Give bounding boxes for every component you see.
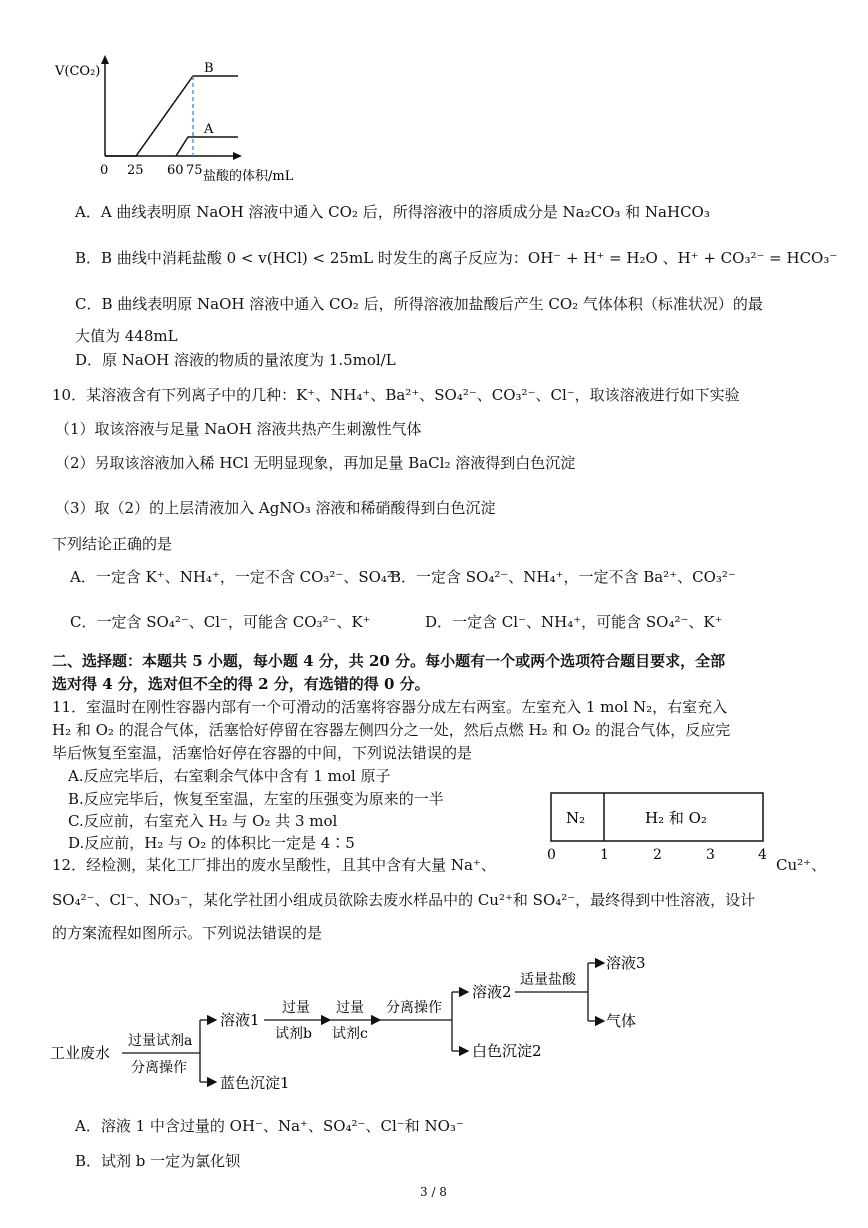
flow-gas: 气体 <box>606 1012 637 1030</box>
section-2-header-line-1: 二、选择题：本题共 5 小题，每小题 4 分，共 20 分。每小题有一个或两个选项符合题目要求，全部 <box>52 652 726 670</box>
q11-option-d: D.反应前，H₂ 与 O₂ 的体积比一定是 4∶5 <box>68 834 355 852</box>
scale-3: 3 <box>706 847 715 863</box>
treatment-flowchart <box>50 945 690 1105</box>
q10-stem: 10．某溶液含有下列离子中的几种：K⁺、NH₄⁺、Ba²⁺、SO₄²⁻、CO₃²⁻、Cl⁻，取该溶液进行如下实验 <box>52 386 740 404</box>
scale-2: 2 <box>653 847 662 863</box>
q10-option-c: C．一定含 SO₄²⁻、Cl⁻，可能含 CO₃²⁻、K⁺ <box>70 613 371 631</box>
flow-step3-reagent-c: 试剂c <box>332 1026 368 1042</box>
flow-blue-precipitate-1: 蓝色沉淀1 <box>220 1074 290 1092</box>
graph-x-label: 盐酸的体积/mL <box>203 169 294 184</box>
q11-option-c: C.反应前，右室充入 H₂ 与 O₂ 共 3 mol <box>68 812 338 830</box>
flow-step2-reagent-b: 试剂b <box>275 1026 312 1042</box>
flow-white-precipitate-2: 白色沉淀2 <box>472 1042 542 1060</box>
page-number: 3 / 8 <box>420 1185 447 1199</box>
q10-step-3: （3）取（2）的上层清液加入 AgNO₃ 溶液和稀硝酸得到白色沉淀 <box>55 499 496 517</box>
curve-a-label: A <box>204 122 214 137</box>
q9-option-d: D．原 NaOH 溶液的物质的量浓度为 1.5mol/L <box>75 351 396 369</box>
piston-container-diagram <box>540 790 780 870</box>
q12-stem-line-1-end: Cu²⁺、 <box>776 856 827 874</box>
graph-x-arrow <box>233 152 242 160</box>
flow-step4-operation: 分离操作 <box>386 1000 442 1016</box>
section-2-header-line-2: 选对得 4 分，选对但不全的得 2 分，有选错的得 0 分。 <box>52 675 430 693</box>
flow-step5-hcl: 适量盐酸 <box>520 972 576 988</box>
tick-0: 0 <box>100 163 109 178</box>
q11-option-b: B.反应完毕后，恢复至室温，左室的压强变为原来的一半 <box>68 790 444 808</box>
q11-stem-line-1: 11．室温时在刚性容器内部有一个可滑动的活塞将容器分成左右两室。左室充入 1 mol N₂，右室充入 <box>52 698 728 716</box>
flow-solution-2: 溶液2 <box>472 983 512 1001</box>
tick-25: 25 <box>127 163 144 178</box>
flow-step1-reagent: 过量试剂a <box>128 1033 193 1049</box>
q12-option-a: A．溶液 1 中含过量的 OH⁻、Na⁺、SO₄²⁻、Cl⁻和 NO₃⁻ <box>75 1117 464 1135</box>
flow-step2-top: 过量 <box>282 1000 310 1016</box>
q10-prompt: 下列结论正确的是 <box>52 535 173 553</box>
q9-option-b: B．B 曲线中消耗盐酸 0 < v(HCl) < 25mL 时发生的离子反应为：OH⁻ + H⁺ = H₂O 、H⁺ + CO₃²⁻ = HCO₃⁻ <box>75 249 838 267</box>
flow-step3-top: 过量 <box>336 1000 364 1016</box>
q12-stem-line-2: SO₄²⁻、Cl⁻、NO₃⁻，某化学社团小组成员欲除去废水样品中的 Cu²⁺和 SO₄²⁻，最终得到中性溶液，设计 <box>52 891 756 909</box>
flow-start-wastewater: 工业废水 <box>50 1044 111 1062</box>
q9-option-a: A．A 曲线表明原 NaOH 溶液中通入 CO₂ 后，所得溶液中的溶质成分是 Na₂CO₃ 和 NaHCO₃ <box>75 203 710 221</box>
q10-option-a: A．一定含 K⁺、NH₄⁺，一定不含 CO₃²⁻、SO₄²⁻ <box>70 568 401 586</box>
q11-stem-line-3: 毕后恢复至室温，活塞恰好停在容器的中间，下列说法错误的是 <box>52 744 473 762</box>
curve-b-label: B <box>204 61 214 76</box>
scale-0: 0 <box>547 847 556 863</box>
right-chamber-label: H₂ 和 O₂ <box>645 809 707 827</box>
q10-option-b: B．一定含 SO₄²⁻、NH₄⁺，一定不含 Ba²⁺、CO₃²⁻ <box>390 568 736 586</box>
q11-stem-line-2: H₂ 和 O₂ 的混合气体，活塞恰好停留在容器左侧四分之一处，然后点燃 H₂ 和 O₂ 的混合气体，反应完 <box>52 721 731 739</box>
q10-step-1: （1）取该溶液与足量 NaOH 溶液共热产生刺激性气体 <box>55 420 422 438</box>
q10-step-2: （2）另取该溶液加入稀 HCl 无明显现象，再加足量 BaCl₂ 溶液得到白色沉淀 <box>55 454 576 472</box>
flow-solution-3: 溶液3 <box>606 954 646 972</box>
q12-stem-line-3: 的方案流程如图所示。下列说法错误的是 <box>52 924 323 942</box>
q9-option-c: C．B 曲线表明原 NaOH 溶液中通入 CO₂ 后，所得溶液加盐酸后产生 CO₂ 气体体积（标准状况）的最 <box>75 295 763 313</box>
flow-step1-operation: 分离操作 <box>131 1060 187 1076</box>
tick-60: 60 <box>167 163 184 178</box>
graph-y-arrow <box>101 55 109 64</box>
left-chamber-label: N₂ <box>566 809 586 827</box>
scale-4: 4 <box>758 847 767 863</box>
graph-y-label: V(CO₂) <box>55 64 101 79</box>
q12-option-b: B．试剂 b 一定为氯化钡 <box>75 1152 241 1170</box>
q10-option-d: D．一定含 Cl⁻、NH₄⁺，可能含 SO₄²⁻、K⁺ <box>425 613 723 631</box>
flow-solution-1: 溶液1 <box>220 1011 260 1029</box>
curve-a-line <box>176 137 238 156</box>
q11-option-a: A.反应完毕后，右室剩余气体中含有 1 mol 原子 <box>68 767 391 785</box>
q12-stem-line-1: 12．经检测，某化工厂排出的废水呈酸性，且其中含有大量 Na⁺、 <box>52 856 496 874</box>
tick-75: 75 <box>186 163 203 178</box>
co2-volume-graph <box>50 50 330 190</box>
q9-option-c-cont: 大值为 448mL <box>75 327 178 345</box>
scale-1: 1 <box>600 847 609 863</box>
curve-b-line <box>105 76 238 156</box>
